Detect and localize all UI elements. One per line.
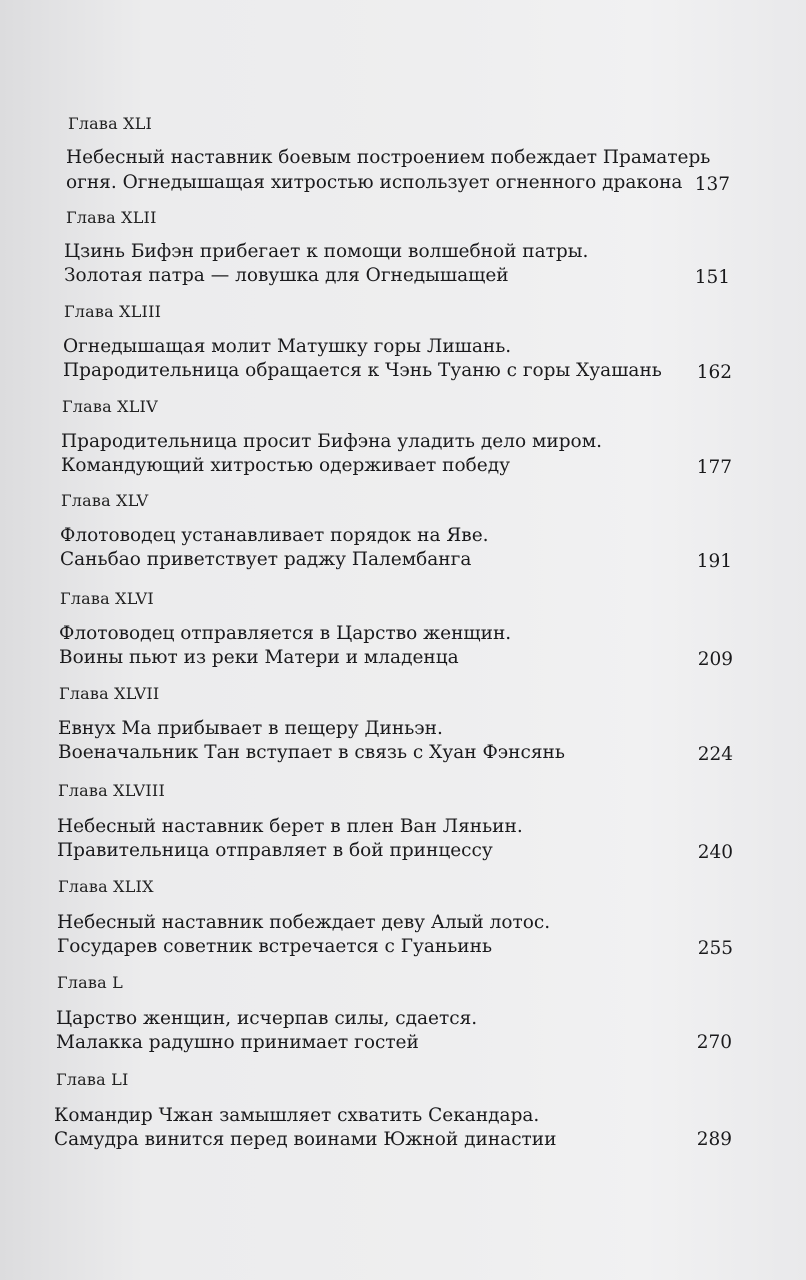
chapter-description-line: Флотоводец отправляется в Царство женщин.: [59, 623, 512, 644]
chapter-label: Глава XLVII: [59, 684, 160, 703]
chapter-label: Глава XLI: [68, 114, 153, 133]
chapter-description-line: Прародительница обращается к Чэнь Туаню с горы Хуашань: [63, 360, 662, 381]
page-number: 151: [694, 267, 730, 288]
chapter-description-line: Саньбао приветствует раджу Палембанга: [60, 549, 472, 570]
page-number: 137: [694, 174, 730, 195]
chapter-label: Глава XLIX: [58, 877, 154, 896]
chapter-description-line: Флотоводец устанавливает порядок на Яве.: [60, 525, 489, 546]
chapter-description-line: Воины пьют из реки Матери и младенца: [59, 647, 459, 668]
page-number: 289: [696, 1129, 732, 1150]
chapter-description-line: Золотая патра — ловушка для Огнедышащей: [64, 265, 509, 286]
chapter-description-line: Самудра винится перед воинами Южной династии: [54, 1129, 557, 1150]
chapter-label: Глава XLIII: [64, 302, 162, 321]
chapter-description-line: Командир Чжан замышляет схватить Секандара.: [54, 1105, 540, 1126]
page-number: 191: [696, 551, 732, 572]
chapter-description-line: Цзинь Бифэн прибегает к помощи волшебной патры.: [64, 241, 589, 262]
chapter-description-line: Командующий хитростью одерживает победу: [61, 455, 510, 476]
chapter-label: Глава LI: [56, 1070, 129, 1089]
chapter-description-line: Небесный наставник боевым построением побеждает Праматерь: [66, 147, 711, 168]
chapter-label: Глава XLIV: [62, 397, 158, 416]
chapter-label: Глава XLV: [61, 491, 149, 510]
chapter-description-line: Малакка радушно принимает гостей: [56, 1032, 419, 1053]
chapter-description-line: Евнух Ма прибывает в пещеру Диньэн.: [58, 718, 443, 739]
chapter-description-line: огня. Огнедышащая хитростью использует огненного дракона: [66, 172, 683, 193]
chapter-description-line: Царство женщин, исчерпав силы, сдается.: [56, 1008, 478, 1029]
chapter-label: Глава XLII: [66, 208, 157, 227]
chapter-description-line: Небесный наставник побеждает деву Алый лотос.: [57, 912, 551, 933]
chapter-label: Глава L: [57, 973, 123, 992]
chapter-label: Глава XLVI: [60, 589, 154, 608]
page-number: 162: [696, 362, 732, 383]
page-number: 177: [696, 457, 732, 478]
page-number: 209: [697, 649, 733, 670]
page-number: 270: [696, 1032, 732, 1053]
page-number: 224: [697, 744, 733, 765]
page-number: 240: [697, 842, 733, 863]
chapter-description-line: Государев советник встречается с Гуаньинь: [57, 936, 493, 957]
chapter-description-line: Небесный наставник берет в плен Ван Ляньин.: [57, 816, 523, 837]
chapter-description-line: Правительница отправляет в бой принцессу: [57, 840, 493, 861]
page-number: 255: [697, 938, 733, 959]
chapter-description-line: Прародительница просит Бифэна уладить дело миром.: [61, 431, 602, 452]
chapter-label: Глава XLVIII: [58, 781, 165, 800]
chapter-description-line: Огнедышащая молит Матушку горы Лишань.: [63, 336, 512, 357]
chapter-description-line: Военачальник Тан вступает в связь с Хуан Фэнсянь: [58, 742, 565, 763]
